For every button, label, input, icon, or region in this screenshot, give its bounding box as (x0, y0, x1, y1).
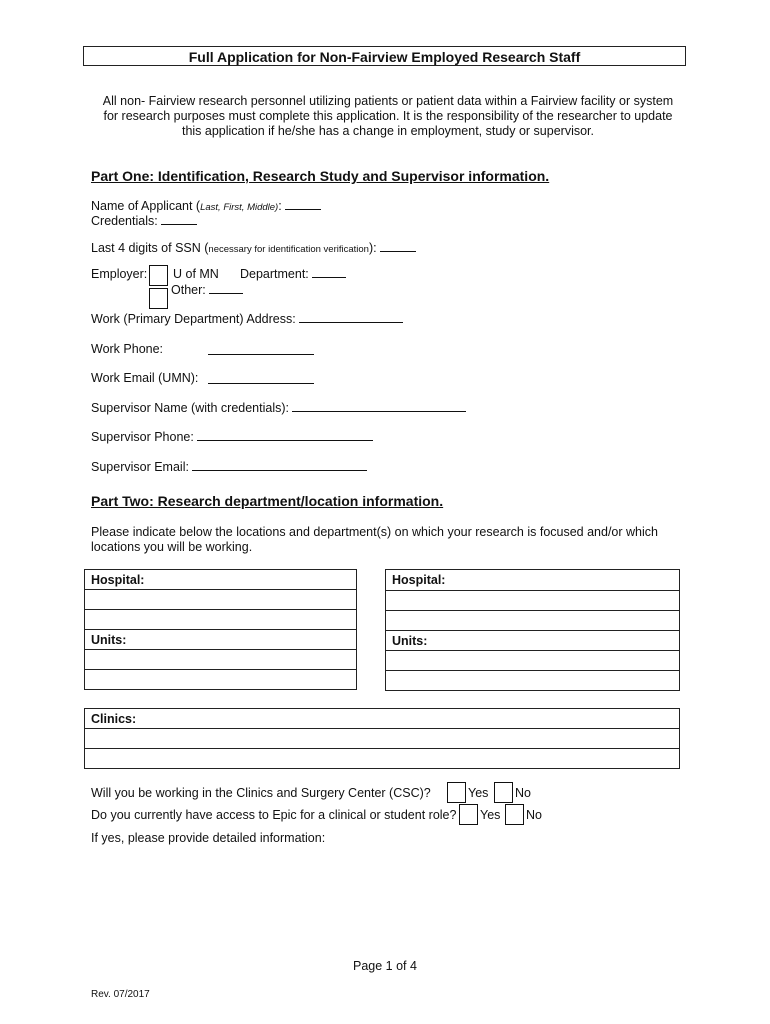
epic-yes-label: Yes (480, 808, 501, 822)
supervisor-name-field[interactable] (292, 401, 466, 412)
credentials-row (91, 214, 197, 228)
ssn-row (91, 241, 416, 255)
part-two-instructions (91, 525, 658, 555)
other-row (171, 283, 243, 297)
csc-yes-label: Yes (468, 786, 489, 800)
clinics-entry[interactable] (85, 729, 680, 749)
supervisor-email-label: Supervisor Email: (91, 460, 189, 474)
work-address-label: Work (Primary Department) Address: (91, 312, 296, 326)
applicant-name-field[interactable] (285, 199, 321, 210)
instruction-line: Please indicate below the locations and department(s) on which your research is focused and/or which (91, 525, 658, 539)
units-entry[interactable] (85, 670, 357, 690)
part-two-heading: Part Two: Research department/location information. (91, 493, 444, 509)
units-label: Units: (386, 631, 680, 651)
epic-question: Do you currently have access to Epic for a clinical or student role? (91, 808, 457, 822)
intro-paragraph (88, 94, 688, 139)
applicant-name-row (91, 199, 321, 213)
department-row (240, 267, 346, 281)
intro-line: this application if he/she has a change in employment, study or supervisor. (181, 124, 595, 138)
clinics-table (84, 708, 680, 769)
work-address-field[interactable] (299, 312, 403, 323)
umn-label: U of MN (173, 267, 219, 281)
csc-no-checkbox[interactable] (494, 782, 513, 803)
details-label: If yes, please provide detailed information: (91, 831, 326, 845)
work-address-row (91, 312, 403, 326)
csc-yes-checkbox[interactable] (447, 782, 466, 803)
applicant-name-label: Name of Applicant ( (91, 199, 201, 213)
work-phone-field[interactable] (208, 344, 314, 355)
hospital-units-table-right (385, 569, 680, 691)
intro-line: All non- Fairview research personnel utilizing patients or patient data within a Fairview facility or system (102, 94, 674, 108)
csc-question: Will you be working in the Clinics and Surgery Center (CSC)? (91, 786, 431, 800)
credentials-label: Credentials: (91, 214, 158, 228)
hospital-entry[interactable] (386, 611, 680, 631)
clinics-entry[interactable] (85, 749, 680, 769)
employer-label: Employer: (91, 267, 148, 281)
ssn-hint: necessary for identification verification (208, 244, 369, 255)
applicant-name-colon: : (278, 199, 282, 213)
supervisor-phone-field[interactable] (197, 430, 373, 441)
part-one-heading: Part One: Identification, Research Study and Supervisor information. (91, 168, 550, 184)
supervisor-name-row (91, 401, 466, 415)
units-label: Units: (85, 630, 357, 650)
work-email-field[interactable] (208, 373, 314, 384)
epic-yes-checkbox[interactable] (459, 804, 478, 825)
units-entry[interactable] (386, 651, 680, 671)
csc-no-label: No (515, 786, 531, 800)
work-email-label: Work Email (UMN): (91, 371, 199, 385)
work-phone-label: Work Phone: (91, 342, 164, 356)
clinics-label: Clinics: (85, 709, 680, 729)
supervisor-name-label: Supervisor Name (with credentials): (91, 401, 289, 415)
units-entry[interactable] (386, 671, 680, 691)
other-employer-field[interactable] (209, 283, 243, 294)
instruction-line: locations you will be working. (91, 540, 253, 554)
hospital-entry[interactable] (386, 591, 680, 611)
epic-no-checkbox[interactable] (505, 804, 524, 825)
intro-line: for research purposes must complete this application. It is the responsibility of the researcher to update (103, 109, 673, 123)
details-area[interactable] (91, 850, 681, 940)
hospital-units-table-left (84, 569, 357, 690)
ssn-close: ): (368, 241, 377, 255)
department-field[interactable] (312, 267, 346, 278)
revision-date: Rev. 07/2017 (91, 989, 150, 1000)
umn-checkbox[interactable] (149, 265, 168, 286)
supervisor-email-field[interactable] (192, 460, 367, 471)
supervisor-phone-row (91, 430, 373, 444)
ssn-label: Last 4 digits of SSN ( (91, 241, 209, 255)
hospital-label: Hospital: (85, 570, 357, 590)
credentials-field[interactable] (161, 214, 197, 225)
hospital-entry[interactable] (85, 590, 357, 610)
applicant-name-hint: Last, First, Middle) (200, 202, 279, 213)
supervisor-phone-label: Supervisor Phone: (91, 430, 194, 444)
form-title: Full Application for Non-Fairview Employed Research Staff (83, 46, 686, 66)
page-number: Page 1 of 4 (353, 959, 417, 973)
other-employer-checkbox[interactable] (149, 288, 168, 309)
hospital-label: Hospital: (386, 570, 680, 591)
units-entry[interactable] (85, 650, 357, 670)
supervisor-email-row (91, 460, 367, 474)
epic-no-label: No (526, 808, 542, 822)
hospital-entry[interactable] (85, 610, 357, 630)
department-label: Department: (240, 267, 309, 281)
ssn-field[interactable] (380, 241, 416, 252)
other-label: Other: (171, 283, 206, 297)
